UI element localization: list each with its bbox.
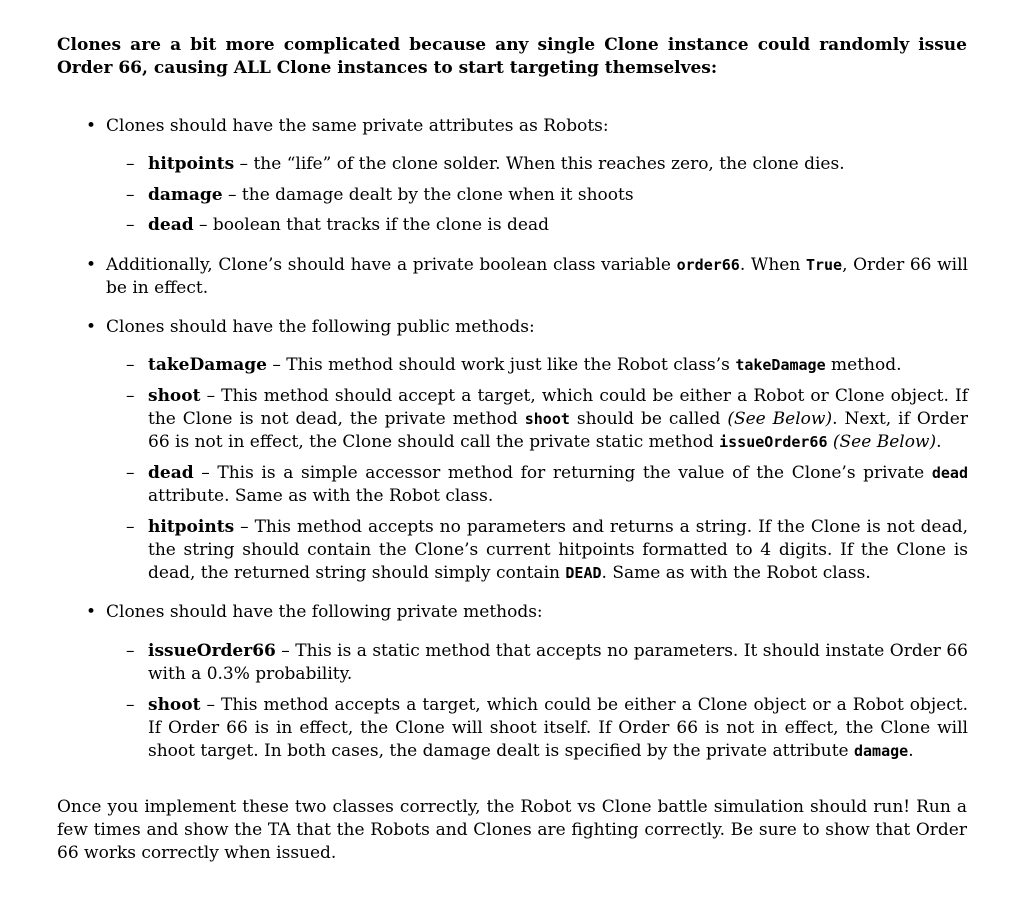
dash: – xyxy=(126,641,135,661)
italic-note: (See Below) xyxy=(832,432,937,452)
dash: – xyxy=(126,355,135,375)
text-run: method. xyxy=(825,355,902,375)
text-run: – This is a static method that accepts no parameters. It should instate Order 66 with a 0.3% probability. xyxy=(148,641,968,684)
dash: – xyxy=(126,386,135,406)
italic-note: (See Below) xyxy=(727,409,833,429)
method-term: shoot xyxy=(148,695,201,715)
method-term: shoot xyxy=(148,386,201,406)
separator: – xyxy=(222,185,242,205)
text-run: attribute. Same as with the Robot class. xyxy=(148,486,494,506)
dash: – xyxy=(126,517,135,537)
bullet-public-methods xyxy=(86,316,968,339)
bullet-dot: • xyxy=(86,317,97,337)
attr-item-hitpoints xyxy=(126,153,968,176)
bullet-class-variable xyxy=(86,254,968,300)
text-run: . xyxy=(936,432,942,452)
text-run: . xyxy=(908,741,914,761)
text-run: – This method accepts a target, which could be either a Clone object or a Robot object. If Order 66 is in effect, the Clone will shoot itself. If Order 66 is not in effect, the Clone will shoot target. In both cases, the damage dealt is specified by the private attribute xyxy=(148,695,968,761)
attr-term: damage xyxy=(148,185,223,205)
separator: – xyxy=(193,215,213,235)
method-item-shoot-private xyxy=(126,694,968,763)
code-shoot: shoot xyxy=(524,410,570,428)
code-takedamage: takeDamage xyxy=(735,356,826,374)
code-order66: order66 xyxy=(676,256,740,274)
code-issueorder66: issueOrder66 xyxy=(719,433,828,451)
method-item-takedamage xyxy=(126,354,968,377)
bullet-dot: • xyxy=(86,602,97,622)
text-run: . When xyxy=(739,255,806,275)
text-run: – This is a simple accessor method for returning the value of the Clone’s private xyxy=(193,463,932,483)
bullet-text xyxy=(106,254,968,300)
bullet-text: Clones should have the same private attributes as Robots: xyxy=(106,116,609,136)
bullet-text: Clones should have the following private methods: xyxy=(106,602,543,622)
method-term: takeDamage xyxy=(148,355,267,375)
attr-term: hitpoints xyxy=(148,154,235,174)
dash: – xyxy=(126,185,135,205)
outro-paragraph: Once you implement these two classes correctly, the Robot vs Clone battle simulation should run! Run a few times and show the TA that the Robots and Clones are fighting correctly. Be sure to show that Order 66 works correctly when issued. xyxy=(57,797,967,863)
bullet-private-attributes xyxy=(86,115,968,138)
bullet-text: Clones should have the following public methods: xyxy=(106,317,535,337)
attr-term: dead xyxy=(148,215,194,235)
dash: – xyxy=(126,695,135,715)
method-term: hitpoints xyxy=(148,517,235,537)
code-true: True xyxy=(805,256,843,274)
dash: – xyxy=(126,154,135,174)
method-term: dead xyxy=(148,463,194,483)
method-term: issueOrder66 xyxy=(148,641,276,661)
text-run: Additionally, Clone’s should have a private boolean class variable xyxy=(106,255,677,275)
separator: – xyxy=(234,154,254,174)
dash: – xyxy=(126,463,135,483)
text-run: , Order 66 will be in effect. xyxy=(106,255,968,298)
attr-desc: boolean that tracks if the clone is dead xyxy=(212,215,549,235)
attr-desc: the damage dealt by the clone when it shoots xyxy=(241,185,634,205)
text-run: . Same as with the Robot class. xyxy=(601,563,871,583)
method-item-issueorder66 xyxy=(126,640,968,686)
text-run: – This method should accept a target, which could be either a Robot or Clone object. If the Clone is not dead, the private method xyxy=(148,386,968,429)
bullet-dot: • xyxy=(86,116,97,136)
method-item-dead xyxy=(126,462,968,508)
bullet-private-methods xyxy=(86,601,968,624)
dash: – xyxy=(126,215,135,235)
text-run: . Next, if Order 66 is not in effect, the Clone should call the private static method xyxy=(148,409,968,452)
code-dead-string: DEAD xyxy=(565,564,602,582)
attr-desc: the “life” of the clone solder. When this reaches zero, the clone dies. xyxy=(253,154,845,174)
code-damage: damage xyxy=(854,742,909,760)
attr-item-damage xyxy=(126,184,968,207)
code-dead: dead xyxy=(931,464,968,482)
text-run: should be called xyxy=(569,409,728,429)
method-item-shoot-public xyxy=(126,385,968,454)
bullet-dot: • xyxy=(86,255,97,275)
intro-paragraph: Clones are a bit more complicated because any single Clone instance could randomly issue Order 66, causing ALL Clone instances to start targeting themselves: xyxy=(57,35,967,78)
text-run: – This method should work just like the Robot class’s xyxy=(266,355,736,375)
method-item-hitpoints xyxy=(126,516,968,585)
attr-item-dead xyxy=(126,214,968,237)
text-run: – This method accepts no parameters and returns a string. If the Clone is not dead, the string should contain the Clone’s current hitpoints formatted to 4 digits. If the Clone is dead, the returned string should simply contain xyxy=(148,517,968,583)
